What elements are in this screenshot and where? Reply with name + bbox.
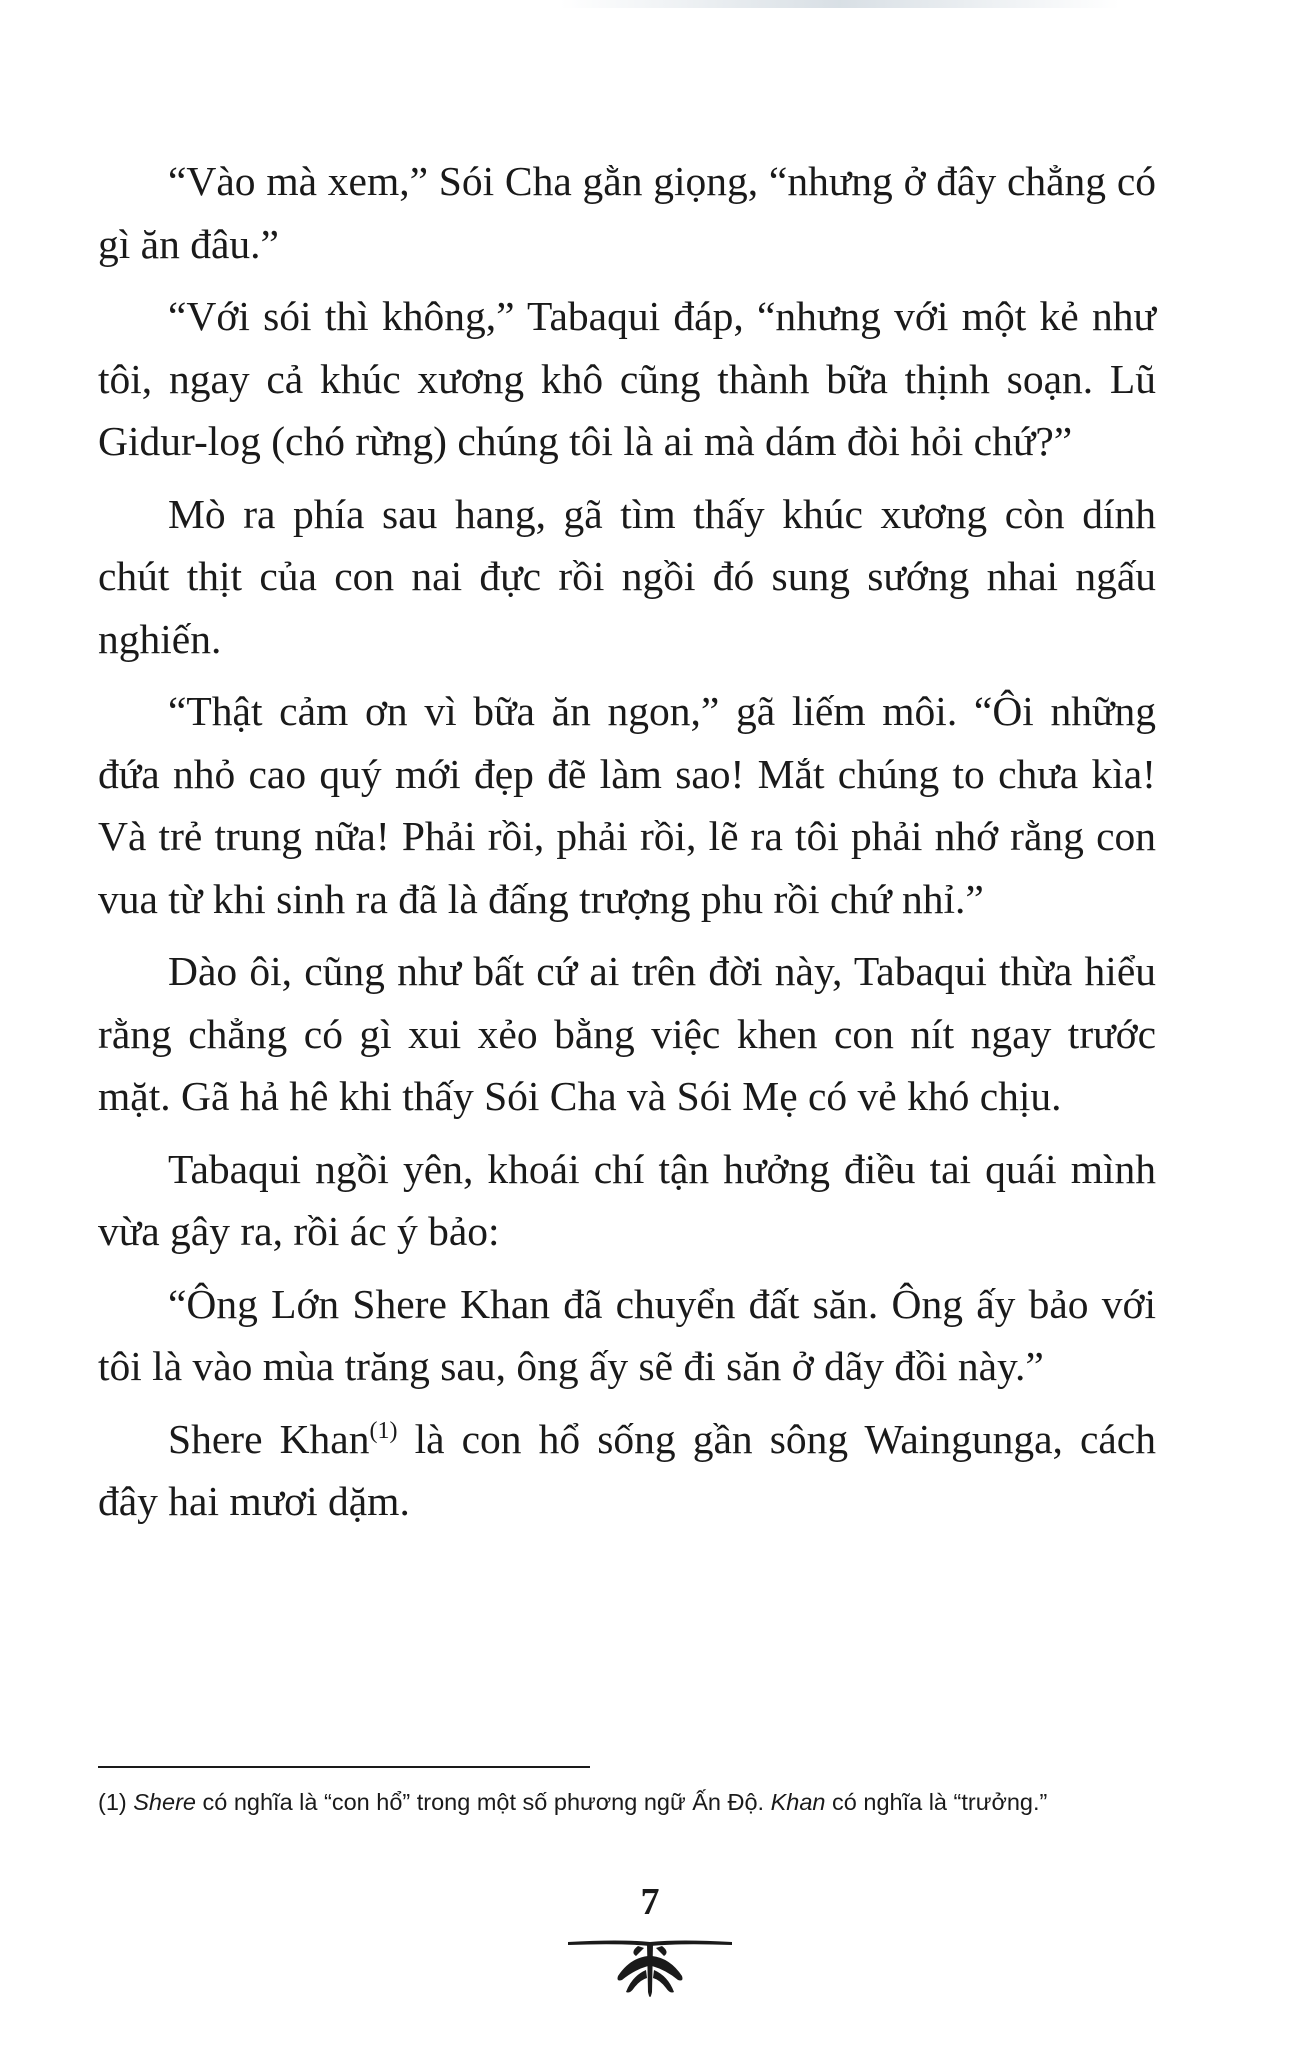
paragraph-text: là con hổ sống gần sông Waingunga, cách đây hai mươi dặm.: [98, 1415, 1156, 1524]
footnote-term: Khan: [770, 1789, 826, 1815]
footnote-term: Shere: [133, 1789, 196, 1815]
footnote: [98, 1786, 1208, 1818]
paragraph-text: Shere Khan: [168, 1415, 370, 1462]
paragraph: “Thật cảm ơn vì bữa ăn ngon,” gã liếm môi. “Ôi những đứa nhỏ cao quý mới đẹp đẽ làm sao! Mắt chúng to chưa kìa! Và trẻ trung nữa! Phải rồi, phải rồi, lẽ ra tôi phải nhớ rằng con vua từ khi sinh ra đã là đấng trượng phu rồi chứ nhỉ.”: [98, 688, 1156, 922]
footnote-reference: (1): [369, 1417, 398, 1444]
paragraph: “Với sói thì không,” Tabaqui đáp, “nhưng với một kẻ như tôi, ngay cả khúc xương khô cũng thành bữa thịnh soạn. Lũ Gidur-log (chó rừng) chúng tôi là ai mà dám đòi hỏi chứ?”: [98, 293, 1156, 464]
footnote-text: có nghĩa là “trưởng.”: [825, 1789, 1048, 1815]
footnote-marker: (1): [98, 1789, 134, 1815]
paragraph: “Ông Lớn Shere Khan đã chuyển đất săn. Ông ấy bảo với tôi là vào mùa trăng sau, ông ấy sẽ đi săn ở dãy đồi này.”: [98, 1280, 1156, 1389]
paragraph: Mò ra phía sau hang, gã tìm thấy khúc xương còn dính chút thịt của con nai đực rồi ngồi đó sung sướng nhai ngấu nghiến.: [98, 490, 1156, 662]
scan-edge-shade: [560, 0, 1120, 8]
fleuron-ornament-icon: [560, 1930, 740, 2010]
paragraph: Tabaqui ngồi yên, khoái chí tận hưởng điều tai quái mình vừa gây ra, rồi ác ý bảo:: [98, 1145, 1156, 1254]
footnote-divider: [98, 1766, 590, 1768]
paragraph: Dào ôi, cũng như bất cứ ai trên đời này, Tabaqui thừa hiểu rằng chẳng có gì xui xẻo bằng việc khen con nít ngay trước mặt. Gã hả hê khi thấy Sói Cha và Sói Mẹ có vẻ khó chịu.: [98, 948, 1156, 1119]
footnote-text: có nghĩa là “con hổ” trong một số phương ngữ Ấn Độ.: [195, 1789, 771, 1815]
page-number: 7: [640, 1881, 660, 1923]
paragraph-with-footnote-ref: [98, 1408, 1156, 1533]
page-body: [98, 150, 1156, 1543]
paragraph: “Vào mà xem,” Sói Cha gằn giọng, “nhưng ở đây chẳng có gì ăn đâu.”: [98, 158, 1156, 267]
